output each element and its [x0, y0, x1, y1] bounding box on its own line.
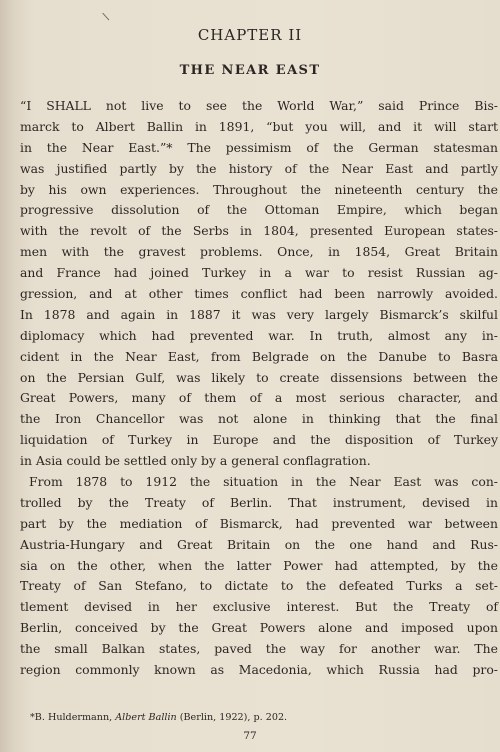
chapter-heading: CHAPTER II — [197, 26, 303, 44]
text-line: trolled by the Treaty of Berlin. That instrument, devised in — [20, 494, 498, 510]
text-line: the Iron Chancellor was not alone in thinking that the final — [20, 411, 498, 427]
footnote-citation: (Berlin, 1922), p. 202. — [176, 712, 288, 723]
chapter-title: THE NEAR EAST — [179, 63, 321, 78]
text-line: in the Near East.”* The pessimism of the German statesman — [20, 139, 498, 155]
text-line: with the revolt of the Serbs in 1804, presented European states- — [20, 223, 498, 239]
footnote-author: B. Huldermann, — [34, 712, 116, 723]
text-line: region commonly known as Macedonia, which Russia had pro- — [20, 662, 498, 678]
text-line: liquidation of Turkey in Europe and the disposition of Turkey — [20, 432, 498, 448]
text-line: Treaty of San Stefano, to dictate to the defeated Turks a set- — [20, 578, 498, 594]
pencil-mark: \ — [101, 9, 111, 24]
text-line: gression, and at other times conflict had been narrowly avoided. — [20, 286, 498, 302]
text-line: sia on the other, when the latter Power had attempted, by the — [20, 557, 498, 573]
text-line: Great Powers, many of them of a most serious character, and — [20, 390, 498, 406]
text-line: was justified partly by the history of the Near East and partly — [20, 160, 498, 176]
text-line: “I SHALL not live to see the World War,” said Prince Bis- — [20, 98, 498, 113]
text-line: progressive dissolution of the Ottoman Empire, which began — [20, 202, 498, 218]
text-line: Austria-Hungary and Great Britain on the one hand and Rus- — [20, 536, 498, 552]
footnote-book-title: Albert Ballin — [115, 712, 177, 723]
footnote-marker: * — [30, 712, 35, 723]
text-line: tlement devised in her exclusive interest. But the Treaty of — [20, 599, 498, 615]
text-line: on the Persian Gulf, was likely to create dissensions between the — [20, 369, 498, 385]
text-line: in Asia could be settled only by a general conflagration. — [20, 453, 371, 469]
text-line: and France had joined Turkey in a war to resist Russian ag- — [20, 265, 498, 281]
page-number: 77 — [243, 730, 257, 742]
footnote — [30, 712, 287, 723]
body-text — [20, 96, 498, 681]
text-line: diplomacy which had prevented war. In truth, almost any in- — [20, 327, 498, 343]
text-line: cident in the Near East, from Belgrade on the Danube to Basra — [20, 348, 498, 364]
text-line: the small Balkan states, paved the way for another war. The — [20, 641, 498, 657]
text-line: In 1878 and again in 1887 it was very largely Bismarck’s skilful — [20, 306, 498, 322]
text-line: marck to Albert Ballin in 1891, “but you will, and it will start — [20, 118, 498, 134]
text-line: Berlin, conceived by the Great Powers alone and imposed upon — [20, 620, 498, 636]
text-line: men with the gravest problems. Once, in 1854, Great Britain — [20, 244, 498, 260]
text-line: by his own experiences. Throughout the nineteenth century the — [20, 181, 498, 197]
text-line: part by the mediation of Bismarck, had prevented war between — [20, 515, 498, 531]
text-line: From 1878 to 1912 the situation in the Near East was con- — [29, 474, 498, 490]
